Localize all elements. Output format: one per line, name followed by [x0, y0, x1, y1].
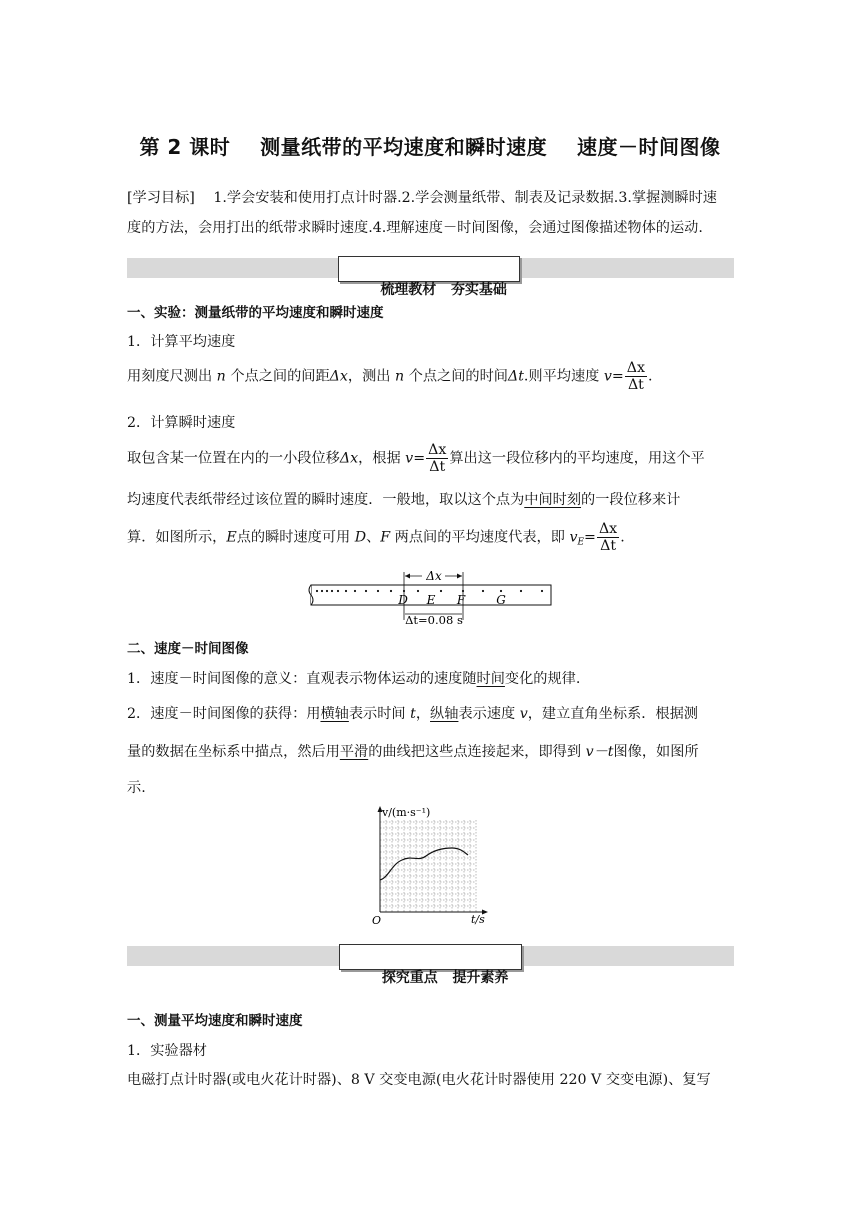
- text: ，: [415, 706, 431, 722]
- fraction-dx-dt: [625, 360, 647, 393]
- band-1-left: 梳理教材: [380, 282, 437, 298]
- text: 1．速度－时间图像的意义：直观表示物体运动的速度随: [127, 671, 477, 687]
- band-1-box: [338, 256, 520, 298]
- equals: =: [611, 368, 624, 385]
- text: 的一段位移来计: [581, 492, 681, 508]
- instant-speed-line-3: [127, 521, 625, 554]
- point-f: F: [380, 529, 391, 546]
- tape-point-f: F: [456, 593, 466, 607]
- band-2-right: 提升素养: [452, 970, 509, 986]
- frac-num: Δx: [428, 442, 447, 458]
- text: ，建立直角坐标系．根据测: [527, 706, 698, 722]
- average-speed-line: [127, 360, 653, 393]
- text: .则平均速度: [523, 368, 600, 385]
- var-v: v: [569, 529, 578, 546]
- text: 点的瞬时速度可用: [236, 529, 351, 546]
- tape-point-e: E: [426, 593, 436, 607]
- section-3-heading: 一、测量平均速度和瞬时速度: [127, 1013, 303, 1029]
- graph-origin: O: [372, 914, 382, 926]
- var-delta-t: Δt: [507, 368, 524, 385]
- underlined-term: 纵轴: [430, 706, 459, 722]
- text: 变化的规律.: [504, 671, 581, 687]
- var-v: v: [603, 368, 612, 385]
- item-1-title: 1．计算平均速度: [127, 334, 236, 350]
- text: 取包含某一位置在内的一小段位移: [127, 450, 340, 467]
- var-v-t: v－t: [585, 744, 614, 760]
- lesson-title: 第 2 课时 测量纸带的平均速度和瞬时速度 速度－时间图像: [139, 135, 721, 159]
- var-v: v: [519, 706, 528, 722]
- underlined-term: 横轴: [320, 706, 349, 722]
- tape-point-g: G: [496, 593, 506, 607]
- equals: =: [584, 529, 596, 546]
- objectives-line-1: [127, 187, 717, 207]
- var-delta-x: Δx: [339, 450, 359, 467]
- instant-speed-line-1: [127, 442, 705, 475]
- text: 算出这一段位移内的平均速度，用这个平: [449, 450, 705, 467]
- frac-num: Δx: [598, 521, 618, 537]
- band-2-left: 探究重点: [381, 970, 438, 986]
- text: 两点间的平均速度代表，即: [394, 529, 565, 546]
- item-2-title: 2．计算瞬时速度: [127, 415, 236, 431]
- section-band-2: [127, 946, 734, 986]
- text: 表示时间: [348, 706, 406, 722]
- frac-num: Δx: [626, 360, 646, 376]
- equipment-title: 1．实验器材: [127, 1043, 207, 1059]
- graph-xlabel: t/s: [471, 913, 485, 926]
- objectives-text-1: 1.学会安装和使用打点计时器.2.学会测量纸带、制表及记录数据.3.掌握测瞬时速: [213, 190, 717, 206]
- period: .: [648, 368, 653, 385]
- var-t: t: [410, 706, 416, 722]
- text: 图像，如图所: [613, 744, 699, 760]
- var-n: n: [394, 368, 405, 385]
- fraction-dx-dt: [597, 521, 619, 554]
- delta-x-label: Δx: [426, 569, 442, 583]
- underlined-term: 时间: [476, 671, 505, 687]
- text: 算．如图所示，: [127, 529, 227, 546]
- frac-den: Δt: [627, 377, 644, 393]
- text: 量的数据在坐标系中描点，然后用: [127, 744, 340, 760]
- text: 表示速度: [458, 706, 516, 722]
- objectives-line-2: 度的方法，会用打出的纸带求瞬时速度.4.理解速度－时间图像，会通过图像描述物体的运动.: [127, 220, 703, 236]
- period: .: [620, 529, 625, 546]
- text: 个点之间的间距: [230, 368, 330, 385]
- vt-obtain-line-3: 示.: [127, 780, 146, 796]
- section-1-heading: 一、实验：测量纸带的平均速度和瞬时速度: [127, 305, 384, 321]
- vt-meaning-line: [127, 668, 580, 688]
- var-n: n: [216, 368, 226, 385]
- paper-tape-figure: [305, 568, 555, 626]
- text: 个点之间的时间: [408, 368, 508, 385]
- text: 2．速度－时间图像的获得：用: [127, 706, 321, 722]
- band-2-box: [339, 944, 522, 986]
- text: ，根据: [358, 450, 401, 467]
- objectives-label: [学习目标]: [127, 190, 195, 206]
- band-1-right: 夯实基础: [450, 282, 507, 298]
- graph-ylabel: v/(m·s⁻¹): [382, 806, 431, 819]
- delta-t-label: Δt=0.08 s: [405, 613, 463, 626]
- vt-graph-figure: [368, 800, 492, 926]
- subscript-e: E: [577, 537, 585, 548]
- equipment-text: 电磁打点计时器(或电火花计时器)、8 V 交变电源(电火花计时器使用 220 V 交变电源)、复写: [127, 1072, 711, 1088]
- underlined-term: 中间时刻: [524, 492, 582, 508]
- text: 的曲线把这些点连接起来，即得到: [368, 744, 582, 760]
- vt-obtain-line-1: [127, 703, 698, 723]
- var-delta-x: Δx: [329, 368, 348, 385]
- text: 均速度代表纸带经过该位置的瞬时速度．一般地，取以这个点为: [127, 492, 525, 508]
- equals: =: [413, 450, 426, 467]
- text: 、: [366, 529, 381, 546]
- text: 用刻度尺测出: [127, 368, 213, 385]
- section-2-heading: 二、速度－时间图像: [127, 641, 249, 657]
- text: ，测出: [347, 368, 391, 385]
- frac-den: Δt: [600, 538, 617, 554]
- frac-den: Δt: [429, 459, 446, 475]
- point-e: E: [226, 529, 237, 546]
- var-v: v: [405, 450, 414, 467]
- tape-point-d: D: [398, 593, 408, 607]
- point-d: D: [354, 529, 367, 546]
- fraction-dx-dt: [426, 442, 448, 475]
- vt-obtain-line-2: [127, 741, 699, 761]
- section-band-1: [127, 258, 734, 298]
- instant-speed-line-2: [127, 489, 680, 509]
- underlined-term: 平滑: [339, 744, 369, 760]
